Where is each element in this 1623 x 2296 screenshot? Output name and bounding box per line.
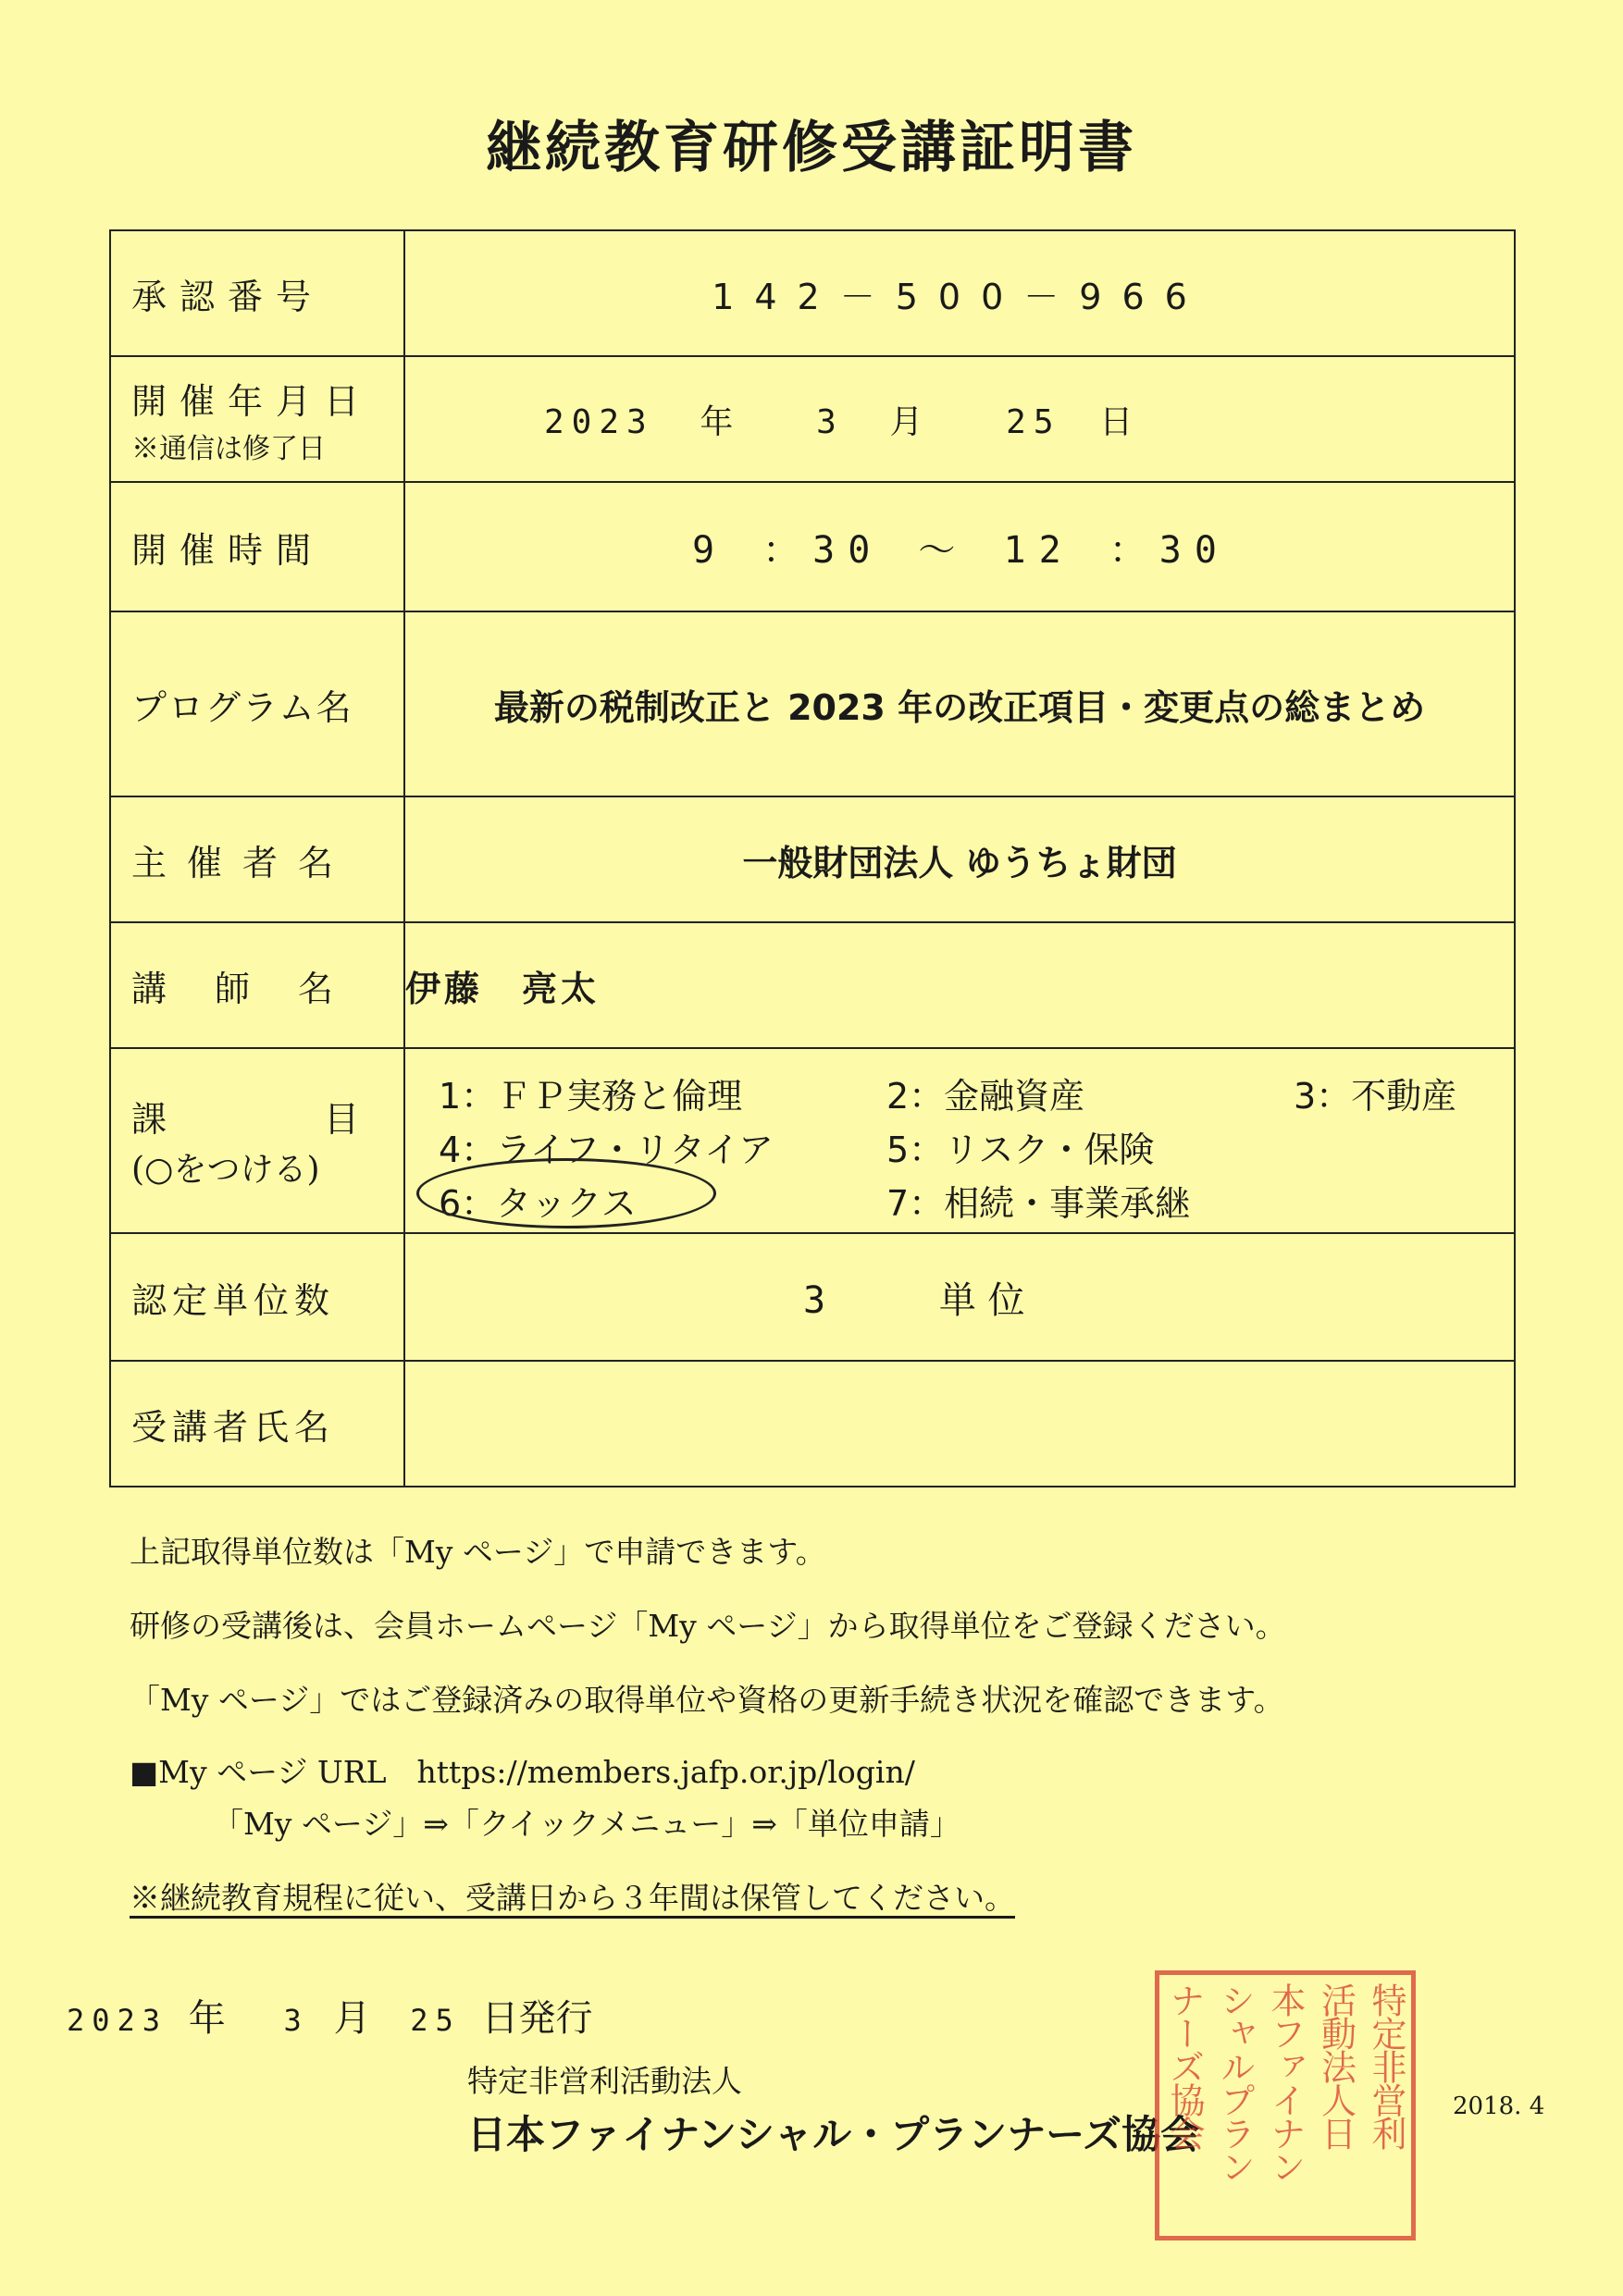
subject-row [110,1048,1515,1233]
approval-label: 承認番号 [110,230,404,356]
subject-label: 課目 [131,1099,517,1140]
official-seal: 特定非営利 活動法人日 本ファイナン シャルプラン ナーズ協会 [1155,1970,1416,2240]
date-year-unit: 年 [700,402,734,441]
credits-value-cell [404,1233,1515,1361]
date-year: 2023 [544,402,654,441]
credits-row [110,1233,1515,1361]
date-day-unit: 日 [1099,402,1134,441]
date-label: 開催年月日 [131,380,373,422]
organizer-row [110,796,1515,922]
time-value-cell [404,482,1515,611]
approval-row [110,230,1515,356]
issuer-name: 日本ファイナンシャル・プランナーズ協会 [467,2112,1200,2157]
organizer-name: 一般財団法人 ゆうちょ財団 [404,796,1515,922]
subject-option-1[interactable]: 1：ＦＰ実務と倫理 [439,1076,743,1117]
organizer-label: 主催者名 [110,796,404,922]
issuer-type: 特定非営利活動法人 [467,2063,742,2099]
date-day: 25 [1006,402,1061,441]
credits-unit: 単 位 [938,1278,1025,1322]
attendee-name-field[interactable] [404,1361,1515,1487]
issue-month: 3 [283,2003,309,2038]
issue-year: 2023 [67,2003,168,2038]
note-mypage-url[interactable]: ■My ページ URL https://members.jafp.or.jp/login/ [130,1754,915,1790]
subject-option-5[interactable]: 5：リスク・保険 [886,1129,1155,1170]
subject-options [404,1048,1515,1233]
issue-suffix: 日発行 [481,1997,593,2040]
issue-year-unit: 年 [188,1997,226,2040]
program-row [110,611,1515,796]
note-mypage-apply: 上記取得単位数は「My ページ」で申請できます。 [130,1534,826,1570]
attendee-row [110,1361,1515,1487]
note-navigation-path: 「My ページ」⇒「クイックメニュー」⇒「単位申請」 [213,1806,960,1842]
form-version: 2018. 4 [1453,2092,1545,2120]
time-label: 開催時間 [110,482,404,611]
subject-option-6[interactable]: 6：タックス [439,1183,637,1224]
issue-day: 25 [410,2003,461,2038]
program-name: 最新の税制改正と 2023 年の改正項目・変更点の総まとめ [404,611,1515,796]
subject-label-cell [110,1048,517,1233]
attendee-label: 受講者氏名 [110,1361,404,1487]
time-value: 9 ：30 ～ 12 ：30 [692,528,1230,572]
date-month: 3 [816,402,844,441]
issue-month-unit: 月 [333,1997,371,2040]
program-label: プログラム名 [110,611,404,796]
subject-option-4[interactable]: 4：ライフ・リタイア [439,1129,774,1170]
date-label-cell [110,356,404,482]
certificate-table [109,229,1516,1487]
selected-subject-circle [416,1158,716,1228]
subject-option-3[interactable]: 3：不動産 [1294,1076,1457,1117]
instructor-label: 講師名 [110,922,404,1048]
credits-label: 認定単位数 [110,1233,404,1361]
date-month-unit: 月 [889,402,923,441]
approval-number: 142－500－966 [404,230,1515,356]
note-check-status: 「My ページ」ではご登録済みの取得単位や資格の更新手続き状況を確認できます。 [130,1682,1284,1718]
time-row [110,482,1515,611]
subject-option-2[interactable]: 2：金融資産 [886,1076,1085,1117]
document-title: 継続教育研修受講証明書 [486,116,1137,180]
subject-sublabel: (○をつける) [131,1151,320,1189]
note-retention: ※継続教育規程に従い、受講日から３年間は保管してください。 [130,1880,1015,1916]
subject-option-7[interactable]: 7：相続・事業承継 [886,1183,1191,1224]
instructor-row [110,922,1515,1048]
instructor-name: 伊藤 亮太 [404,922,1515,1048]
credits-value: 3 [803,1278,826,1322]
issue-date [67,1989,592,2042]
date-sublabel: ※通信は修了日 [131,432,326,465]
date-value [404,356,1515,482]
date-row [110,356,1515,482]
note-register-credits: 研修の受講後は、会員ホームページ「My ページ」から取得単位をご登録ください。 [130,1608,1286,1644]
